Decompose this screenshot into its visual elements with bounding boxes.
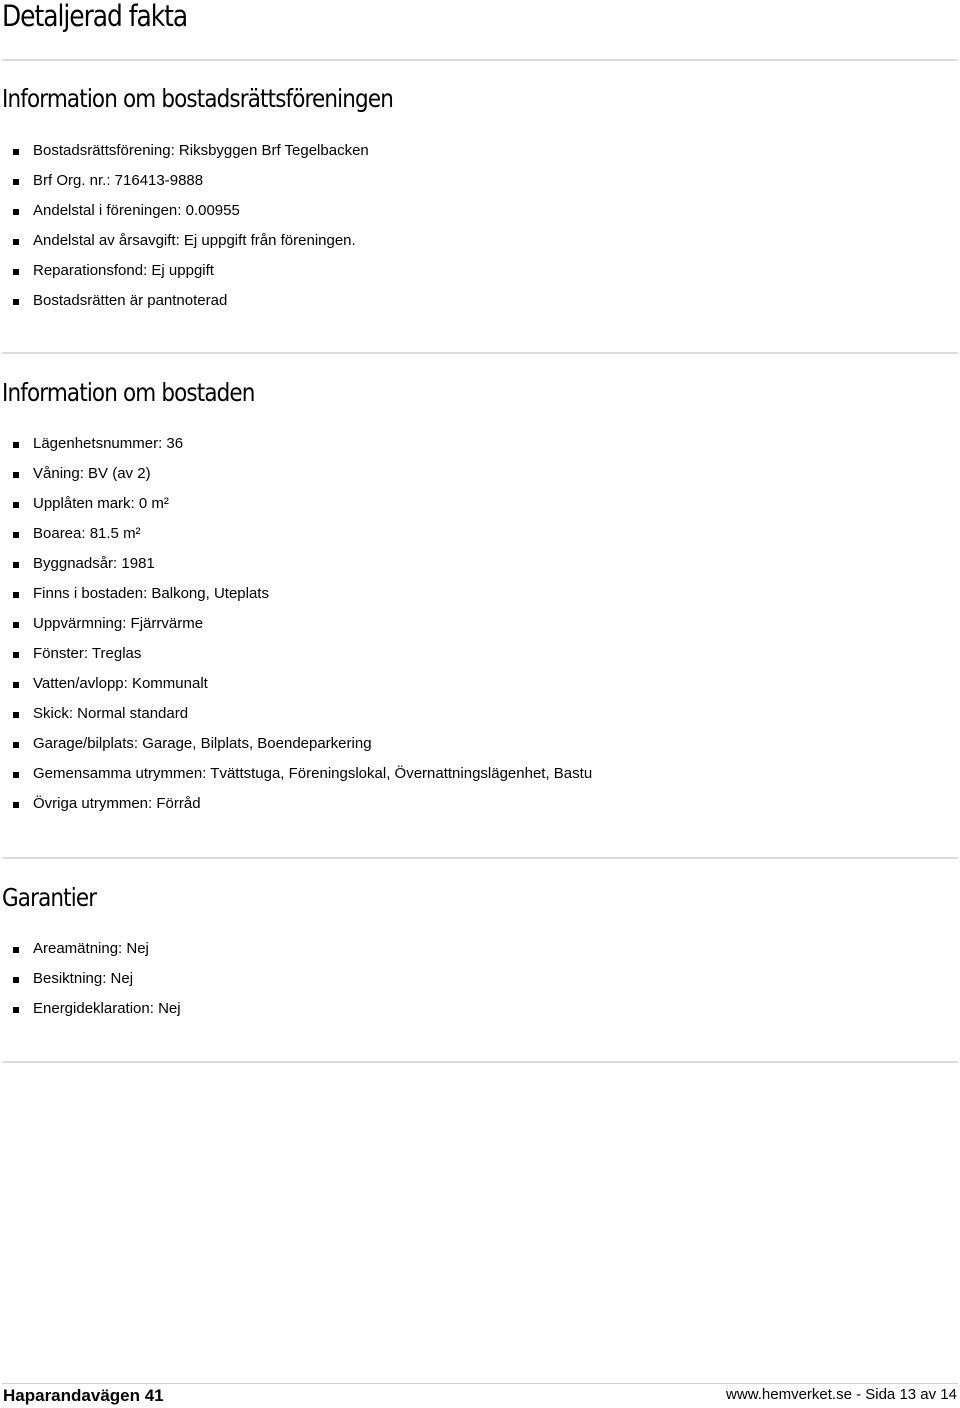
bullet-icon	[13, 622, 19, 628]
fact-text: Boarea: 81.5 m²	[33, 525, 141, 542]
section-association	[0, 59, 960, 349]
fact-text: Energideklaration: Nej	[33, 1000, 181, 1017]
bullet-icon	[13, 742, 19, 748]
fact-text: Finns i bostaden: Balkong, Uteplats	[33, 585, 269, 602]
fact-text: Våning: BV (av 2)	[33, 465, 151, 482]
section-divider	[2, 352, 958, 354]
bullet-icon	[13, 712, 19, 718]
fact-text: Skick: Normal standard	[33, 705, 189, 722]
bullet-icon	[13, 179, 19, 185]
section-guarantees	[0, 857, 960, 1057]
section-heading: Information om bostadsrättsföreningen	[2, 84, 393, 113]
section-divider	[2, 1061, 958, 1063]
fact-text: Lägenhetsnummer: 36	[33, 435, 184, 452]
bullet-icon	[13, 1007, 19, 1013]
section-divider	[2, 59, 958, 61]
fact-text: Besiktning: Nej	[33, 970, 134, 987]
section-heading: Information om bostaden	[2, 378, 255, 407]
bullet-icon	[13, 502, 19, 508]
fact-text: Uppvärmning: Fjärrvärme	[33, 615, 204, 632]
bullet-icon	[13, 802, 19, 808]
fact-text: Gemensamma utrymmen: Tvättstuga, Föreningslokal, Övernattningslägenhet, Bastu	[33, 765, 593, 782]
footer-page-info: www.hemverket.se - Sida 13 av 14	[726, 1386, 957, 1403]
fact-text: Reparationsfond: Ej uppgift	[33, 262, 214, 279]
bullet-icon	[13, 532, 19, 538]
bullet-icon	[13, 472, 19, 478]
fact-text: Bostadsrätten är pantnoterad	[33, 292, 228, 309]
fact-text: Brf Org. nr.: 716413-9888	[33, 172, 204, 189]
bullet-icon	[13, 209, 19, 215]
bullet-icon	[13, 442, 19, 448]
fact-text: Andelstal av årsavgift: Ej uppgift från föreningen.	[33, 232, 356, 249]
bullet-icon	[13, 947, 19, 953]
fact-text: Övriga utrymmen: Förråd	[33, 795, 201, 812]
footer-divider	[2, 1383, 958, 1384]
page-title: Detaljerad fakta	[2, 0, 188, 33]
fact-text: Fönster: Treglas	[33, 645, 142, 662]
bullet-icon	[13, 682, 19, 688]
section-apartment	[0, 352, 960, 852]
bullet-icon	[13, 562, 19, 568]
section-heading: Garantier	[2, 883, 97, 912]
bullet-icon	[13, 239, 19, 245]
fact-text: Upplåten mark: 0 m²	[33, 495, 169, 512]
bullet-icon	[13, 592, 19, 598]
fact-text: Areamätning: Nej	[33, 940, 149, 957]
bullet-icon	[13, 269, 19, 275]
section-divider	[2, 857, 958, 859]
bullet-icon	[13, 149, 19, 155]
bullet-icon	[13, 299, 19, 305]
fact-text: Byggnadsår: 1981	[33, 555, 155, 572]
fact-text: Garage/bilplats: Garage, Bilplats, Boendeparkering	[33, 735, 372, 752]
bullet-icon	[13, 772, 19, 778]
footer-address: Haparandavägen 41	[3, 1386, 164, 1405]
fact-text: Vatten/avlopp: Kommunalt	[33, 675, 208, 692]
bullet-icon	[13, 652, 19, 658]
fact-text: Bostadsrättsförening: Riksbyggen Brf Tegelbacken	[33, 142, 369, 159]
bullet-icon	[13, 977, 19, 983]
fact-text: Andelstal i föreningen: 0.00955	[33, 202, 240, 219]
